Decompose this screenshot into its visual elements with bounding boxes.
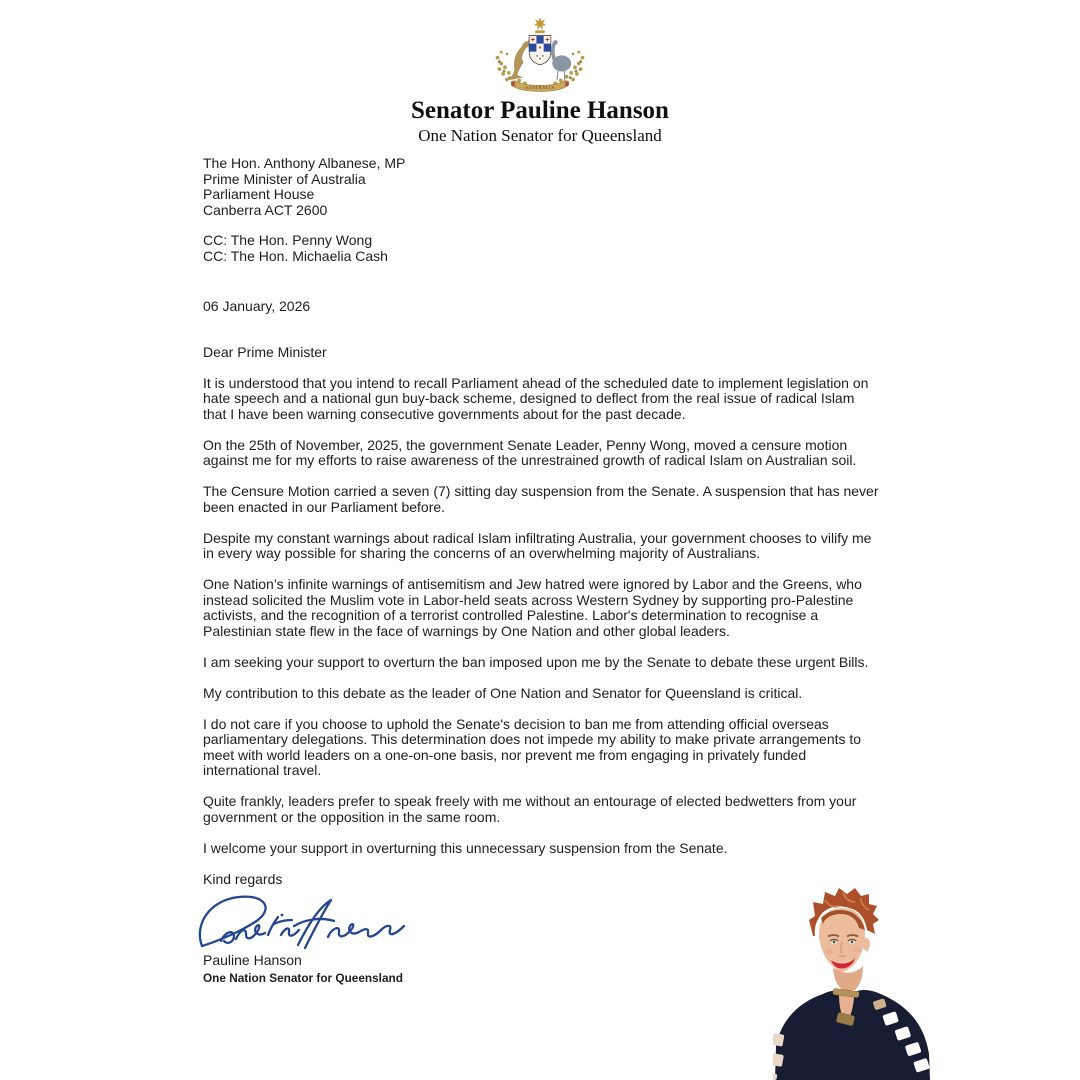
cc-line: CC: The Hon. Penny Wong bbox=[203, 232, 373, 248]
recipient-line: Canberra ACT 2600 bbox=[203, 201, 328, 218]
recipient-line: The Hon. Anthony Albanese, MP bbox=[203, 155, 406, 171]
body-paragraph: I am seeking your support to overturn the ban imposed upon me by the Senate to debate these urgent Bills. bbox=[203, 653, 869, 670]
australian-coat-of-arms-icon bbox=[488, 13, 592, 95]
cc-line: CC: The Hon. Michaelia Cash bbox=[203, 247, 388, 264]
body-paragraph: It is understood that you intend to recall Parliament ahead of the scheduled date to implement legislation on hate speech and a national gun buy-back scheme, designed to deflect from the real issue of radical Islam that I have been warning consecutive governments about for the past decade. bbox=[203, 374, 869, 422]
letter-content bbox=[203, 156, 879, 986]
body-paragraph: One Nation’s infinite warnings of antisemitism and Jew hatred were ignored by Labor and the Greens, who instead solicited the Muslim vote in Labor-held seats across Western Sydney by supporting pro-Palestine activists, and the recognition of a terrorist controlled Palestine. Labor's determination to recognise a Palestinian state flew in the face of warnings by One Nation and other global leaders. bbox=[203, 576, 862, 639]
portrait-photo bbox=[773, 884, 935, 1080]
body-paragraph: On the 25th of November, 2025, the government Senate Leader, Penny Wong, moved a censure motion against me for my efforts to raise awareness of the unrestrained growth of radical Islam on Australian soil. bbox=[203, 436, 857, 468]
salutation: Dear Prime Minister bbox=[203, 343, 327, 360]
recipient-line: Prime Minister of Australia bbox=[203, 170, 366, 187]
signature-title: One Nation Senator for Queensland bbox=[203, 970, 403, 985]
signature-image bbox=[195, 891, 407, 951]
commonwealth-star-icon bbox=[534, 17, 547, 30]
body-paragraph: The Censure Motion carried a seven (7) sitting day suspension from the Senate. A suspension that has never been enacted in our Parliament before. bbox=[203, 483, 879, 515]
signature-name: Pauline Hanson bbox=[203, 952, 302, 968]
body-paragraph: Despite my constant warnings about radical Islam infiltrating Australia, your government chooses to vilify me in every way possible for sharing the concerns of an overwhelming majority of Australians. bbox=[203, 529, 872, 561]
crest-banner-text: AUSTRALIA bbox=[525, 84, 555, 90]
body-paragraph: Quite frankly, leaders prefer to speak freely with me without an entourage of elected bedwetters from your government or the opposition in the same room. bbox=[203, 793, 857, 825]
cc-list bbox=[203, 233, 879, 264]
sender-name: Senator Pauline Hanson bbox=[411, 97, 669, 124]
body-paragraph: I welcome your support in overturning this unnecessary suspension from the Senate. bbox=[203, 839, 728, 856]
shield-icon bbox=[529, 36, 551, 65]
body-paragraph: I do not care if you choose to uphold the Senate's decision to ban me from attending official overseas parliamentary delegations. This determination does not impede my ability to make private arrangements to meet with world leaders on a one-on-one basis, nor prevent me from engaging in privately funded international travel. bbox=[203, 715, 862, 778]
recipient-line: Parliament House bbox=[203, 186, 315, 202]
sender-title: One Nation Senator for Queensland bbox=[418, 126, 662, 146]
valediction: Kind regards bbox=[203, 870, 283, 887]
letterhead bbox=[0, 13, 1080, 146]
date-line: 06 January, 2026 bbox=[203, 298, 311, 314]
recipient-address bbox=[203, 156, 879, 218]
body-paragraph: My contribution to this debate as the leader of One Nation and Senator for Queensland is critical. bbox=[203, 684, 803, 701]
